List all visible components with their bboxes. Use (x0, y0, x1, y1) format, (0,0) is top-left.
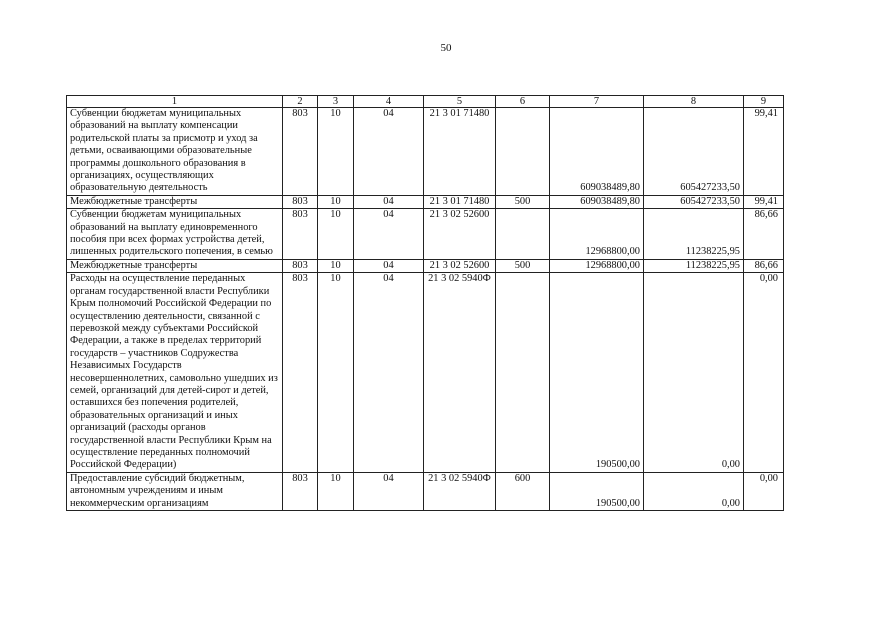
row-col6 (496, 108, 550, 196)
row-col5: 21 3 02 5940Ф (424, 273, 496, 473)
table-row (67, 195, 784, 208)
row-col9: 86,66 (744, 209, 784, 260)
table-row (67, 273, 784, 473)
row-col8: 0,00 (644, 472, 744, 510)
row-col6: 500 (496, 259, 550, 272)
header-cell: 8 (644, 96, 744, 108)
table-header-row (67, 96, 784, 108)
row-col5: 21 3 02 52600 (424, 259, 496, 272)
row-col3: 10 (318, 259, 354, 272)
row-col8: 11238225,95 (644, 209, 744, 260)
row-col3: 10 (318, 273, 354, 473)
row-col8: 11238225,95 (644, 259, 744, 272)
row-col5: 21 3 01 71480 (424, 195, 496, 208)
header-cell: 3 (318, 96, 354, 108)
row-name: Межбюджетные трансферты (67, 195, 283, 208)
header-cell: 9 (744, 96, 784, 108)
table-row (67, 209, 784, 260)
page-number: 50 (440, 42, 452, 54)
row-col4: 04 (354, 209, 424, 260)
row-col9: 99,41 (744, 108, 784, 196)
row-col2: 803 (283, 472, 318, 510)
row-col3: 10 (318, 209, 354, 260)
row-col4: 04 (354, 108, 424, 196)
row-col2: 803 (283, 273, 318, 473)
row-col2: 803 (283, 195, 318, 208)
header-cell: 7 (550, 96, 644, 108)
header-cell: 2 (283, 96, 318, 108)
row-col5: 21 3 01 71480 (424, 108, 496, 196)
row-col9: 99,41 (744, 195, 784, 208)
row-col4: 04 (354, 195, 424, 208)
row-name: Предоставление субсидий бюджетным, автономным учреждениям и иным некоммерческим организациям (67, 472, 283, 510)
row-col8: 605427233,50 (644, 108, 744, 196)
row-col7: 12968800,00 (550, 209, 644, 260)
row-col2: 803 (283, 209, 318, 260)
table-row (67, 259, 784, 272)
row-col7: 609038489,80 (550, 108, 644, 196)
row-col8: 0,00 (644, 273, 744, 473)
row-col4: 04 (354, 273, 424, 473)
header-cell: 5 (424, 96, 496, 108)
header-cell: 6 (496, 96, 550, 108)
row-name: Расходы на осуществление переданных органам государственной власти Республики Крым полномочий Российской Федерации по осуществлению деятельности, связанной с перевозкой между субъектами Российской Федерации, а также в пределах территорий государств – участников Содружества Независимых Государств несовершеннолетних, самовольно ушедших из семей, организаций для детей-сирот и детей, оставшихся без попечения родителей, образовательных организаций и иных организаций (расходы органов государственной власти Республики Крым на осуществление переданных полномочий Российской Федерации) (67, 273, 283, 473)
row-col5: 21 3 02 5940Ф (424, 472, 496, 510)
row-col4: 04 (354, 259, 424, 272)
row-col9: 0,00 (744, 273, 784, 473)
row-col3: 10 (318, 195, 354, 208)
table-row (67, 472, 784, 510)
row-col7: 609038489,80 (550, 195, 644, 208)
budget-table (66, 95, 784, 511)
header-cell: 4 (354, 96, 424, 108)
row-name: Межбюджетные трансферты (67, 259, 283, 272)
row-col7: 190500,00 (550, 472, 644, 510)
row-col9: 0,00 (744, 472, 784, 510)
row-col8: 605427233,50 (644, 195, 744, 208)
table-row (67, 108, 784, 196)
row-col3: 10 (318, 472, 354, 510)
row-col7: 190500,00 (550, 273, 644, 473)
row-col4: 04 (354, 472, 424, 510)
row-name: Субвенции бюджетам муниципальных образований на выплату единовременного пособия при всех формах устройства детей, лишенных родительского попечения, в семью (67, 209, 283, 260)
row-col9: 86,66 (744, 259, 784, 272)
row-col7: 12968800,00 (550, 259, 644, 272)
row-col2: 803 (283, 108, 318, 196)
row-name: Субвенции бюджетам муниципальных образований на выплату компенсации родительской платы за присмотр и уход за детьми, осваивающими образовательные программы дошкольного образования в организациях, осуществляющих образовательную деятельность (67, 108, 283, 196)
row-col6 (496, 273, 550, 473)
row-col6: 500 (496, 195, 550, 208)
row-col6: 600 (496, 472, 550, 510)
row-col2: 803 (283, 259, 318, 272)
header-cell: 1 (67, 96, 283, 108)
row-col3: 10 (318, 108, 354, 196)
row-col6 (496, 209, 550, 260)
row-col5: 21 3 02 52600 (424, 209, 496, 260)
